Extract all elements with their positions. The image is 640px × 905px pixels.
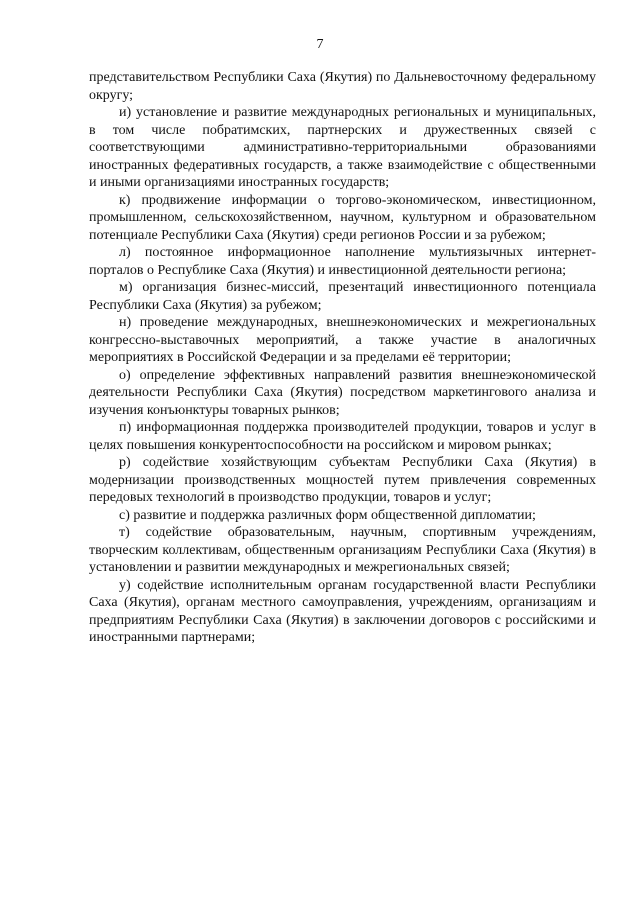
page-number: 7 xyxy=(316,37,324,52)
list-item-i: и) установление и развитие международных региональных и муниципальных, в том числе побратимских, партнерских и дружественных связей с соответствующими административно-территориальными образованиями иностранных федеративных государств, а также взаимодействие с общественными и иными организациями иностранных государств; xyxy=(89,105,596,190)
paragraph-continuation: представительством Республики Саха (Якутия) по Дальневосточному федеральному округу; xyxy=(89,70,596,103)
list-item-k: к) продвижение информации о торгово-экономическом, инвестиционном, промышленном, сельскохозяйственном, научном, культурном и образовательном потенциале Республики Саха (Якутия) среди регионов России и за рубежом; xyxy=(89,192,596,243)
list-item-s: с) развитие и поддержка различных форм общественной дипломатии; xyxy=(119,507,536,523)
document-body xyxy=(89,69,596,647)
list-item-p: п) информационная поддержка производителей продукции, товаров и услуг в целях повышения конкурентоспособности на российском и мировом рынках; xyxy=(89,420,596,453)
list-item-l: л) постоянное информационное наполнение мультиязычных интернет-порталов о Республике Саха (Якутия) и инвестиционной деятельности региона; xyxy=(89,245,596,278)
list-item-m: м) организация бизнес-миссий, презентаций инвестиционного потенциала Республики Саха (Якутия) за рубежом; xyxy=(89,280,596,313)
list-item-o: о) определение эффективных направлений развития внешнеэкономической деятельности Республики Саха (Якутия) посредством маркетингового анализа и изучения конъюнктуры товарных рынков; xyxy=(89,367,596,418)
list-item-r: р) содействие хозяйствующим субъектам Республики Саха (Якутия) в модернизации производственных мощностей путем привлечения современных передовых технологий в производство продукции, товаров и услуг; xyxy=(89,455,596,505)
list-item-u: у) содействие исполнительным органам государственной власти Республики Саха (Якутия), органам местного самоуправления, учреждениям, организациям и предприятиям Республики Саха (Якутия) в заключении договоров с российскими и иностранными партнерами; xyxy=(89,577,596,645)
list-item-n: н) проведение международных, внешнеэкономических и межрегиональных конгрессно-выставочных мероприятий, а также участие в аналогичных мероприятиях в Российской Федерации и за пределами её территории; xyxy=(89,315,596,365)
list-item-t: т) содействие образовательным, научным, спортивным учреждениям, творческим коллективам, общественным организациям Республики Саха (Якутия) в установлении и развитии международных и межрегиональных связей; xyxy=(89,525,596,575)
